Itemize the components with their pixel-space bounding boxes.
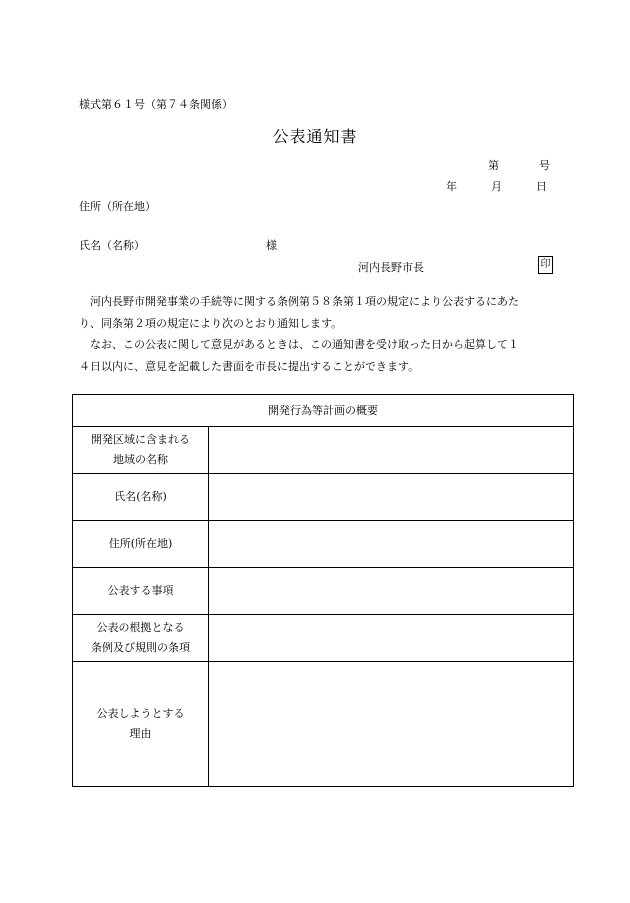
row-label-line-1: 氏名(名称): [114, 490, 167, 503]
seal-mark: 印: [538, 256, 553, 274]
row-label: [73, 427, 209, 473]
issue-date: [446, 178, 547, 194]
sender-mayor: 河内長野市長: [358, 261, 424, 274]
date-month: 月: [491, 180, 502, 193]
form-number: 様式第６１号（第７４条関係）: [79, 98, 233, 111]
date-day: 日: [536, 180, 547, 193]
table-row-applicant-name: [73, 474, 573, 521]
body-paragraph-1: [79, 291, 553, 335]
table-row-legal-basis: [73, 615, 573, 662]
row-label-line-2: 条例及び規則の条項: [91, 641, 190, 654]
recipient-honorific: 様: [266, 239, 277, 252]
table-row-published-matters: [73, 568, 573, 615]
body-paragraph-1-line-2: り、同条第２項の規定により次のとおり通知します。: [79, 317, 343, 330]
body-paragraph-1-line-1: 河内長野市開発事業の手続等に関する条例第５８条第１項の規定により公表するにあた: [79, 295, 519, 308]
table-header: 開発行為等計画の概要: [73, 395, 573, 427]
row-label: [73, 521, 209, 567]
doc-number-prefix: 第: [488, 159, 499, 172]
body-paragraph-2-line-2: ４日以内に、意見を記載した書面を市長に提出することができます。: [79, 360, 420, 373]
applicant-address-field[interactable]: [209, 521, 573, 567]
table-row-reason: [73, 662, 573, 786]
table-row-area-name: [73, 427, 573, 474]
plan-summary-table: [72, 394, 574, 787]
legal-basis-field[interactable]: [209, 615, 573, 661]
row-label-line-1: 公表する事項: [107, 584, 174, 597]
published-matters-field[interactable]: [209, 568, 573, 614]
reason-field[interactable]: [209, 662, 573, 786]
doc-number-suffix: 号: [539, 159, 550, 172]
date-year: 年: [446, 180, 457, 193]
document-number: [488, 157, 550, 173]
table-row-applicant-address: [73, 521, 573, 568]
recipient-address-label: 住所（所在地）: [79, 200, 156, 213]
row-label-line-1: 公表しようとする: [96, 707, 185, 720]
row-label-line-2: 理由: [129, 727, 152, 740]
row-label: [73, 615, 209, 661]
row-label-line-2: 地域の名称: [113, 453, 168, 466]
area-name-field[interactable]: [209, 427, 573, 473]
applicant-name-field[interactable]: [209, 474, 573, 520]
document-title: 公表通知書: [272, 127, 358, 146]
row-label-line-1: 公表の根拠となる: [96, 621, 185, 634]
row-label-line-1: 住所(所在地): [108, 537, 173, 550]
body-paragraph-2: [79, 334, 553, 378]
row-label: [73, 474, 209, 520]
row-label: [73, 662, 209, 786]
row-label: [73, 568, 209, 614]
recipient-name-label: 氏名（名称）: [79, 239, 145, 252]
row-label-line-1: 開発区域に含まれる: [91, 433, 190, 446]
body-paragraph-2-line-1: なお、この公表に関して意見があるときは、この通知書を受け取った日から起算して１: [79, 338, 519, 351]
